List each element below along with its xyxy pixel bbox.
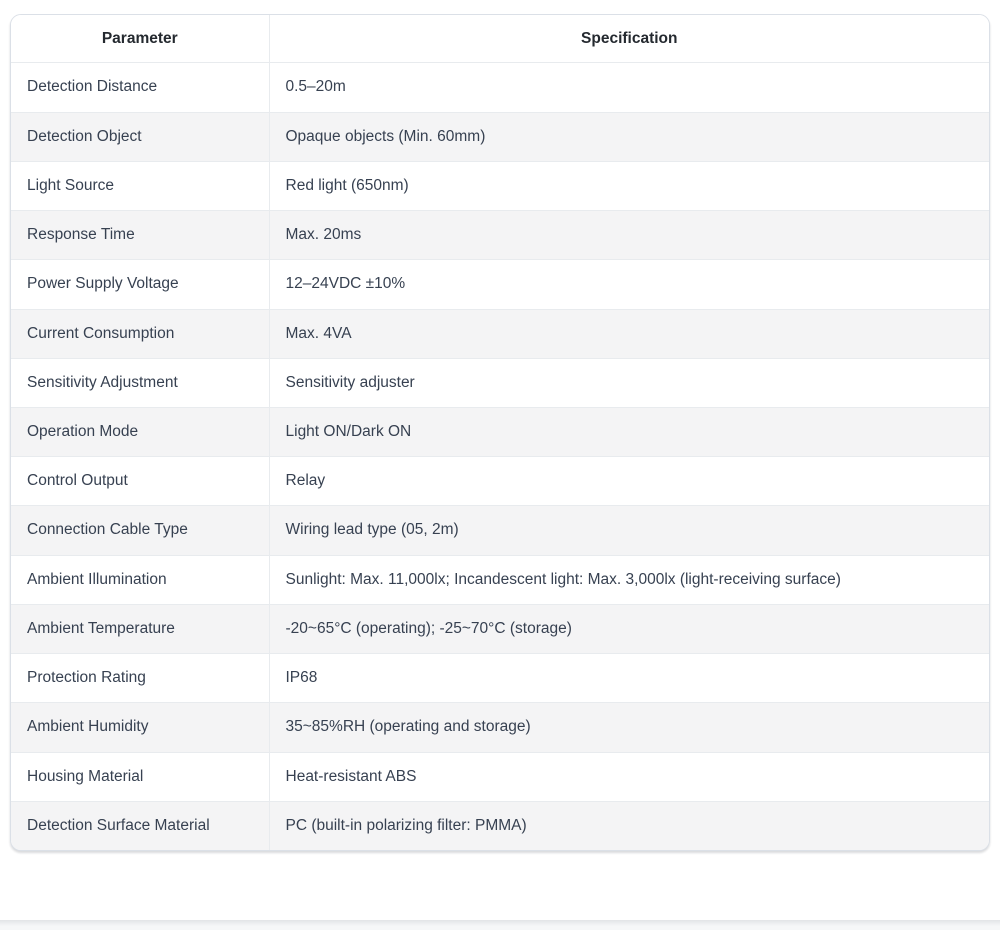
parameter-cell xyxy=(11,801,269,850)
specification-cell-text: Max. 20ms xyxy=(286,218,362,252)
parameter-cell xyxy=(11,112,269,161)
specification-cell xyxy=(269,506,989,555)
parameter-cell xyxy=(11,260,269,309)
parameter-cell xyxy=(11,161,269,210)
specification-cell-text: Sunlight: Max. 11,000lx; Incandescent light: Max. 3,000lx (light-receiving surface) xyxy=(286,563,841,597)
specification-cell xyxy=(269,408,989,457)
table-row xyxy=(11,211,989,260)
parameter-cell-text: Ambient Humidity xyxy=(27,710,148,744)
specification-cell xyxy=(269,309,989,358)
parameter-cell-text: Housing Material xyxy=(27,760,143,794)
specification-cell-text: IP68 xyxy=(286,661,318,695)
specification-cell xyxy=(269,654,989,703)
specification-cell xyxy=(269,703,989,752)
parameter-cell-text: Detection Object xyxy=(27,120,142,154)
specification-cell-text: Sensitivity adjuster xyxy=(286,366,415,400)
specification-cell-text: PC (built-in polarizing filter: PMMA) xyxy=(286,809,527,843)
specification-cell xyxy=(269,358,989,407)
table-body xyxy=(11,63,989,850)
specification-cell-text: Heat-resistant ABS xyxy=(286,760,417,794)
specification-cell-text: -20~65°C (operating); -25~70°C (storage) xyxy=(286,612,572,646)
specification-cell xyxy=(269,112,989,161)
specification-cell xyxy=(269,260,989,309)
specification-cell xyxy=(269,752,989,801)
header-row xyxy=(11,15,989,63)
table-row xyxy=(11,63,989,112)
specification-table-container xyxy=(10,14,990,851)
table-row xyxy=(11,161,989,210)
specification-cell-text: Light ON/Dark ON xyxy=(286,415,412,449)
specification-cell xyxy=(269,63,989,112)
specification-table xyxy=(11,15,989,850)
parameter-cell-text: Operation Mode xyxy=(27,415,138,449)
parameter-cell xyxy=(11,654,269,703)
table-row xyxy=(11,358,989,407)
table-row xyxy=(11,260,989,309)
specification-cell xyxy=(269,161,989,210)
parameter-cell-text: Control Output xyxy=(27,464,128,498)
table-row xyxy=(11,752,989,801)
parameter-cell xyxy=(11,752,269,801)
specification-cell-text: 0.5–20m xyxy=(286,70,346,104)
specification-cell xyxy=(269,555,989,604)
parameter-cell-text: Response Time xyxy=(27,218,135,252)
table-header xyxy=(11,15,989,63)
parameter-cell xyxy=(11,457,269,506)
table-row xyxy=(11,604,989,653)
table-row xyxy=(11,457,989,506)
parameter-cell xyxy=(11,309,269,358)
specification-cell xyxy=(269,211,989,260)
parameter-cell-text: Power Supply Voltage xyxy=(27,267,179,301)
specification-cell-text: Wiring lead type (05, 2m) xyxy=(286,513,459,547)
column-header-parameter: Parameter xyxy=(11,15,269,63)
table-row xyxy=(11,654,989,703)
parameter-cell xyxy=(11,604,269,653)
table-row xyxy=(11,801,989,850)
parameter-cell-text: Current Consumption xyxy=(27,317,174,351)
parameter-cell-text: Detection Distance xyxy=(27,70,157,104)
specification-cell-text: Opaque objects (Min. 60mm) xyxy=(286,120,486,154)
table-row xyxy=(11,309,989,358)
parameter-cell xyxy=(11,555,269,604)
specification-cell-text: Red light (650nm) xyxy=(286,169,409,203)
table-row xyxy=(11,408,989,457)
parameter-cell-text: Ambient Temperature xyxy=(27,612,175,646)
specification-cell-text: 35~85%RH (operating and storage) xyxy=(286,710,531,744)
specification-cell xyxy=(269,604,989,653)
parameter-cell xyxy=(11,63,269,112)
column-header-specification: Specification xyxy=(269,15,989,63)
parameter-cell xyxy=(11,211,269,260)
page-bottom-edge xyxy=(0,920,1000,930)
specification-cell-text: Relay xyxy=(286,464,326,498)
parameter-cell-text: Sensitivity Adjustment xyxy=(27,366,178,400)
table-row xyxy=(11,555,989,604)
specification-cell-text: Max. 4VA xyxy=(286,317,352,351)
table-row xyxy=(11,112,989,161)
table-row xyxy=(11,506,989,555)
parameter-cell-text: Light Source xyxy=(27,169,114,203)
parameter-cell-text: Detection Surface Material xyxy=(27,809,210,843)
parameter-cell xyxy=(11,358,269,407)
parameter-cell-text: Ambient Illumination xyxy=(27,563,167,597)
specification-cell xyxy=(269,801,989,850)
specification-cell xyxy=(269,457,989,506)
parameter-cell xyxy=(11,506,269,555)
parameter-cell xyxy=(11,408,269,457)
parameter-cell-text: Protection Rating xyxy=(27,661,146,695)
parameter-cell xyxy=(11,703,269,752)
parameter-cell-text: Connection Cable Type xyxy=(27,513,188,547)
specification-cell-text: 12–24VDC ±10% xyxy=(286,267,406,301)
table-row xyxy=(11,703,989,752)
